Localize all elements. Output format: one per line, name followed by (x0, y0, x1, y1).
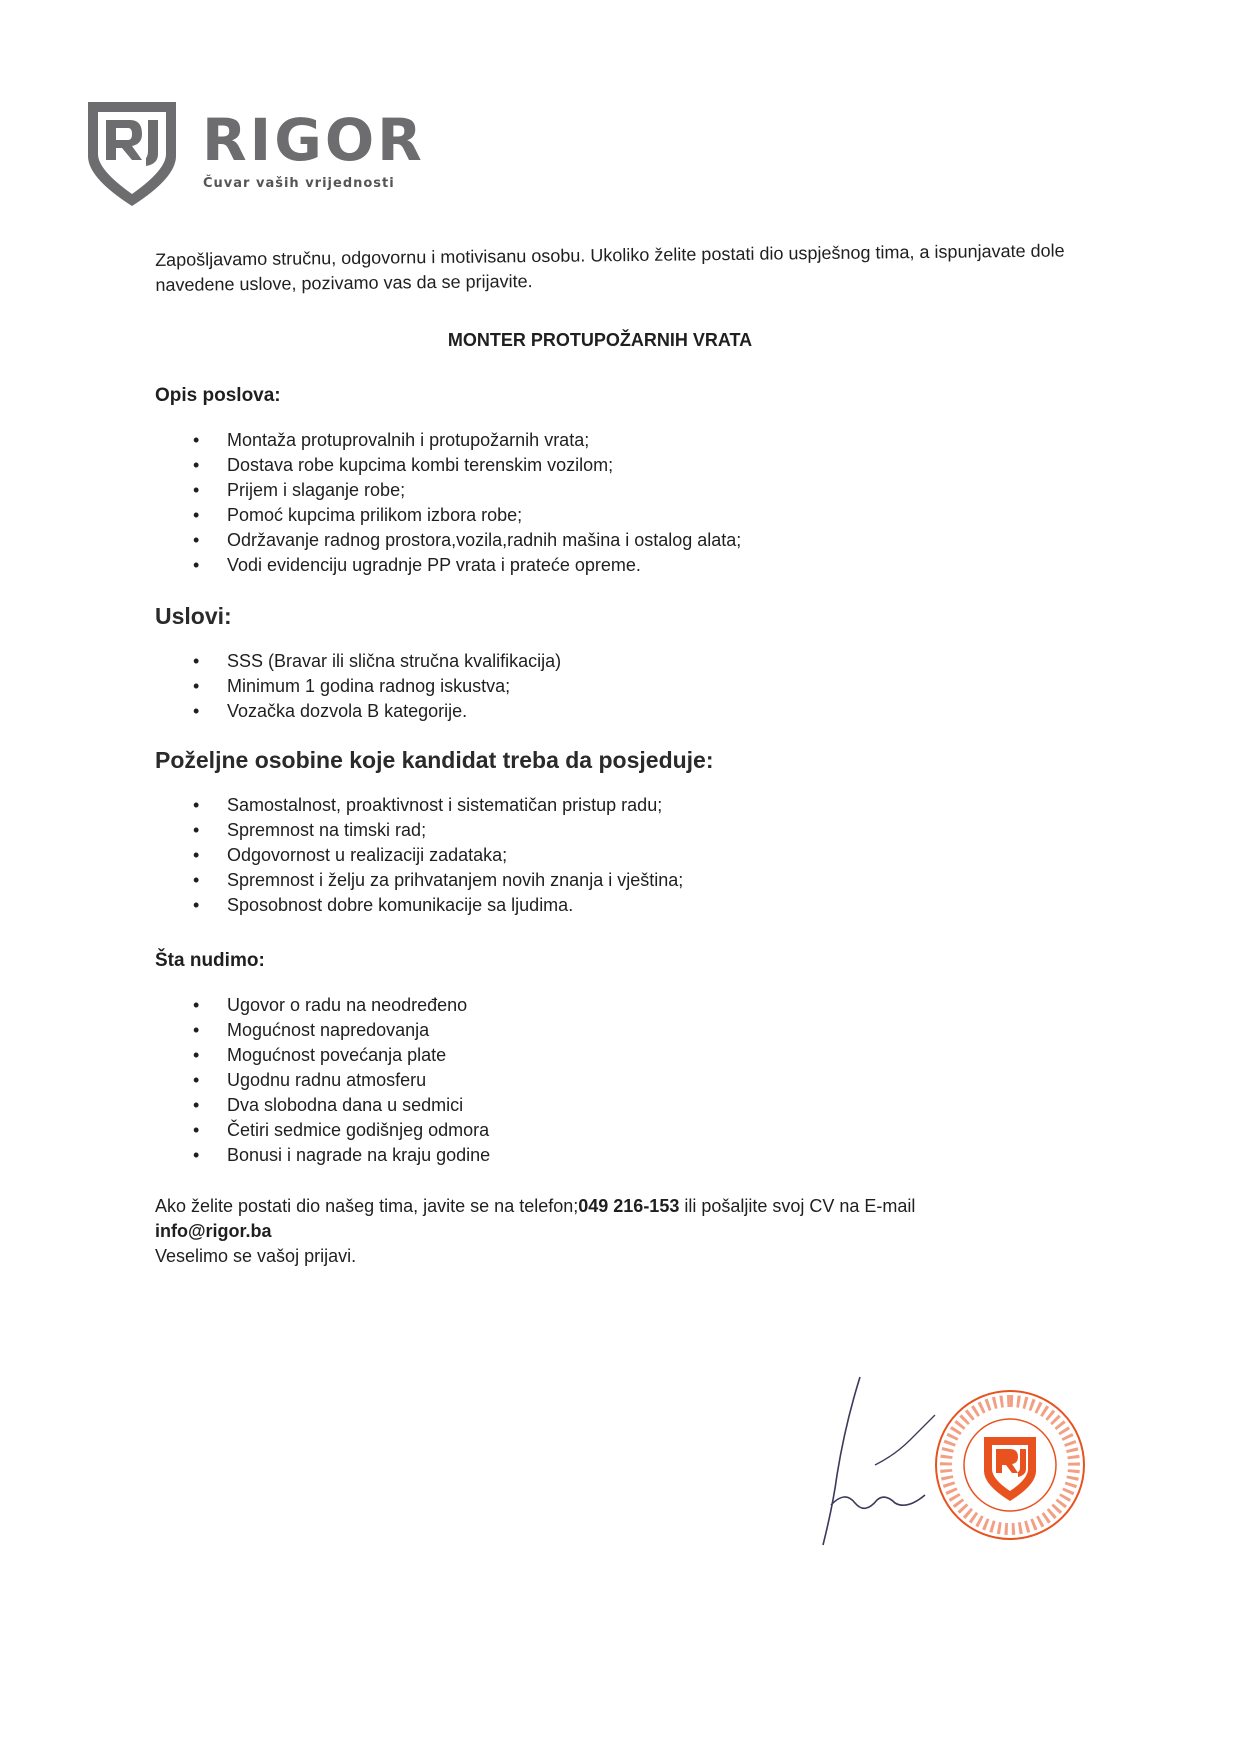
logo-wordmark: RIGOR (202, 106, 425, 174)
contact-email: info@rigor.ba (155, 1221, 272, 1241)
list-item: • Vodi evidenciju ugradnje PP vrata i prateće opreme. (227, 553, 1075, 578)
traits-list (155, 793, 1075, 918)
contact-paragraph (155, 1194, 1075, 1269)
job-title: MONTER PROTUPOŽARNIH VRATA (447, 330, 753, 350)
list-item: • Dva slobodna dana u sedmici (227, 1093, 1075, 1118)
company-logo (84, 98, 464, 210)
list-item: • Montaža protuprovalnih i protupožarnih vrata; (227, 428, 1075, 453)
list-item: • Ugovor o radu na neodređeno (227, 993, 1075, 1018)
list-item: • Prijem i slaganje robe; (227, 478, 1075, 503)
list-item: • Ugodnu radnu atmosferu (227, 1068, 1075, 1093)
contact-text-mid: ili pošaljite svoj CV na E-mail (679, 1196, 916, 1216)
list-item: • Mogućnost povećanja plate (227, 1043, 1075, 1068)
intro-paragraph: Zapošljavamo stručnu, odgovornu i motivisanu osobu. Ukoliko želite postati dio uspješnog tima, a ispunjavate dole navedene uslove, pozivamo vas da se prijavite. (155, 240, 1065, 295)
heading-conditions: Uslovi: (155, 603, 232, 629)
duties-list (155, 428, 1075, 578)
list-item: • Samostalnost, proaktivnost i sistematičan pristup radu; (227, 793, 1075, 818)
list-item: • Pomoć kupcima prilikom izbora robe; (227, 503, 1075, 528)
list-item: • Mogućnost napredovanja (227, 1018, 1075, 1043)
heading-offer: Šta nudimo: (155, 950, 265, 971)
document-body (155, 240, 1075, 1269)
list-item: • Odgovornost u realizaciji zadataka; (227, 843, 1075, 868)
company-stamp (930, 1385, 1090, 1545)
list-item: • SSS (Bravar ili slična stručna kvalifikacija) (227, 649, 1075, 674)
list-item: • Vozačka dozvola B kategorije. (227, 699, 1075, 724)
conditions-list (155, 649, 1075, 724)
list-item: • Spremnost i želju za prihvatanjem novih znanja i vještina; (227, 868, 1075, 893)
list-item: • Četiri sedmice godišnjeg odmora (227, 1118, 1075, 1143)
signature-stamp-area (815, 1355, 1095, 1570)
heading-traits: Poželjne osobine koje kandidat treba da posjeduje: (155, 747, 714, 773)
shield-logo-icon (84, 98, 184, 210)
list-item: • Spremnost na timski rad; (227, 818, 1075, 843)
list-item: • Sposobnost dobre komunikacije sa ljudima. (227, 893, 1075, 918)
contact-text: Ako želite postati dio našeg tima, javite se na telefon; (155, 1196, 579, 1216)
list-item: • Održavanje radnog prostora,vozila,radnih mašina i ostalog alata; (227, 528, 1075, 553)
list-item: • Bonusi i nagrade na kraju godine (227, 1143, 1075, 1168)
heading-duties: Opis poslova: (155, 385, 281, 406)
closing-line: Veselimo se vašoj prijavi. (155, 1246, 357, 1266)
offer-list (155, 993, 1075, 1168)
contact-phone: 049 216-153 (578, 1196, 680, 1216)
logo-tagline: Čuvar vaših vrijednosti (203, 176, 395, 191)
list-item: • Minimum 1 godina radnog iskustva; (227, 674, 1075, 699)
list-item: • Dostava robe kupcima kombi terenskim vozilom; (227, 453, 1075, 478)
